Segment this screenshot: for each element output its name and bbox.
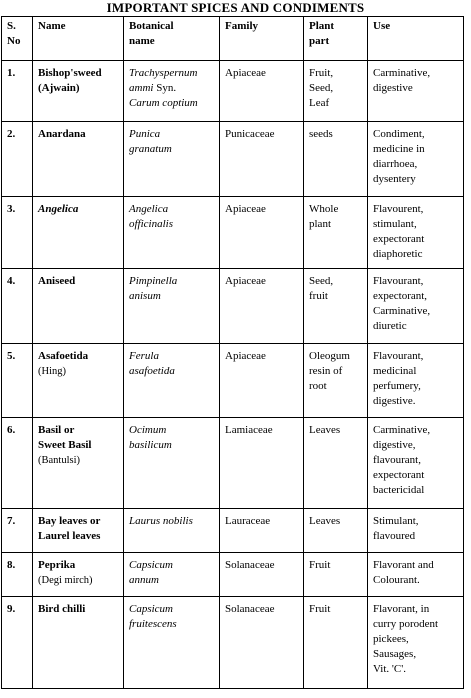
cell-botanical-name: Angelica officinalis	[124, 197, 220, 269]
table-row	[2, 418, 464, 509]
cell-sno: 8.	[2, 553, 33, 597]
table-row	[2, 269, 464, 344]
cell-name: Bay leaves or Laurel leaves	[33, 509, 124, 553]
cell-family: Apiaceae	[220, 344, 304, 418]
header-row	[2, 17, 464, 61]
cell-family: Solanaceae	[220, 597, 304, 689]
cell-botanical-name: Capsicum annum	[124, 553, 220, 597]
cell-botanical-name: Trachyspernum ammi Syn. Carum coptium	[124, 61, 220, 122]
cell-family: Punicaceae	[220, 122, 304, 197]
cell-name: Anardana	[33, 122, 124, 197]
cell-family: Lamiaceae	[220, 418, 304, 509]
cell-sno: 5.	[2, 344, 33, 418]
cell-family: Solanaceae	[220, 553, 304, 597]
cell-plant-part: Leaves	[304, 418, 368, 509]
header-family: Family	[220, 17, 304, 61]
cell-plant-part: Oleogum resin of root	[304, 344, 368, 418]
header-sno: S. No	[2, 17, 33, 61]
cell-name: Angelica	[33, 197, 124, 269]
header-use: Use	[368, 17, 464, 61]
cell-name: Bird chilli	[33, 597, 124, 689]
cell-use: Flavourant, medicinal perfumery, digestive.	[368, 344, 464, 418]
cell-name: Peprika (Degi mirch)	[33, 553, 124, 597]
cell-name: Bishop'sweed (Ajwain)	[33, 61, 124, 122]
cell-plant-part: Leaves	[304, 509, 368, 553]
table-row	[2, 344, 464, 418]
cell-name: Aniseed	[33, 269, 124, 344]
cell-plant-part: Whole plant	[304, 197, 368, 269]
cell-sno: 2.	[2, 122, 33, 197]
cell-botanical-name: Punica granatum	[124, 122, 220, 197]
table-row	[2, 597, 464, 689]
table-row	[2, 61, 464, 122]
table-title: IMPORTANT SPICES AND CONDIMENTS	[106, 0, 365, 15]
cell-botanical-name: Capsicum fruitescens	[124, 597, 220, 689]
cell-sno: 6.	[2, 418, 33, 509]
cell-use: Condiment, medicine in diarrhoea, dysentery	[368, 122, 464, 197]
cell-botanical-name: Ferula asafoetida	[124, 344, 220, 418]
header-plant-part: Plant part	[304, 17, 368, 61]
cell-sno: 9.	[2, 597, 33, 689]
table-row	[2, 553, 464, 597]
table-row	[2, 122, 464, 197]
header-name: Name	[33, 17, 124, 61]
cell-use: Flavourant, expectorant, Carminative, diuretic	[368, 269, 464, 344]
cell-sno: 3.	[2, 197, 33, 269]
cell-family: Apiaceae	[220, 197, 304, 269]
table-row	[2, 197, 464, 269]
cell-sno: 4.	[2, 269, 33, 344]
cell-use: Carminative, digestive, flavourant, expectorant bactericidal	[368, 418, 464, 509]
cell-use: Stimulant, flavoured	[368, 509, 464, 553]
header-botanical-name: Botanical name	[124, 17, 220, 61]
cell-name: Basil or Sweet Basil (Bantulsi)	[33, 418, 124, 509]
cell-family: Apiaceae	[220, 61, 304, 122]
table-row	[2, 509, 464, 553]
cell-use: Carminative, digestive	[368, 61, 464, 122]
cell-use: Flavorant, in curry porodent pickees, Sausages, Vit. 'C'.	[368, 597, 464, 689]
cell-use: Flavourent, stimulant, expectorant diaphoretic	[368, 197, 464, 269]
cell-plant-part: seeds	[304, 122, 368, 197]
cell-botanical-name: Laurus nobilis	[124, 509, 220, 553]
cell-plant-part: Fruit	[304, 553, 368, 597]
cell-plant-part: Seed, fruit	[304, 269, 368, 344]
cell-family: Lauraceae	[220, 509, 304, 553]
cell-sno: 7.	[2, 509, 33, 553]
cell-family: Apiaceae	[220, 269, 304, 344]
spices-table	[1, 16, 464, 689]
cell-name: Asafoetida (Hing)	[33, 344, 124, 418]
cell-botanical-name: Pimpinella anisum	[124, 269, 220, 344]
cell-plant-part: Fruit, Seed, Leaf	[304, 61, 368, 122]
cell-sno: 1.	[2, 61, 33, 122]
cell-plant-part: Fruit	[304, 597, 368, 689]
cell-botanical-name: Ocimum basilicum	[124, 418, 220, 509]
cell-use: Flavorant and Colourant.	[368, 553, 464, 597]
